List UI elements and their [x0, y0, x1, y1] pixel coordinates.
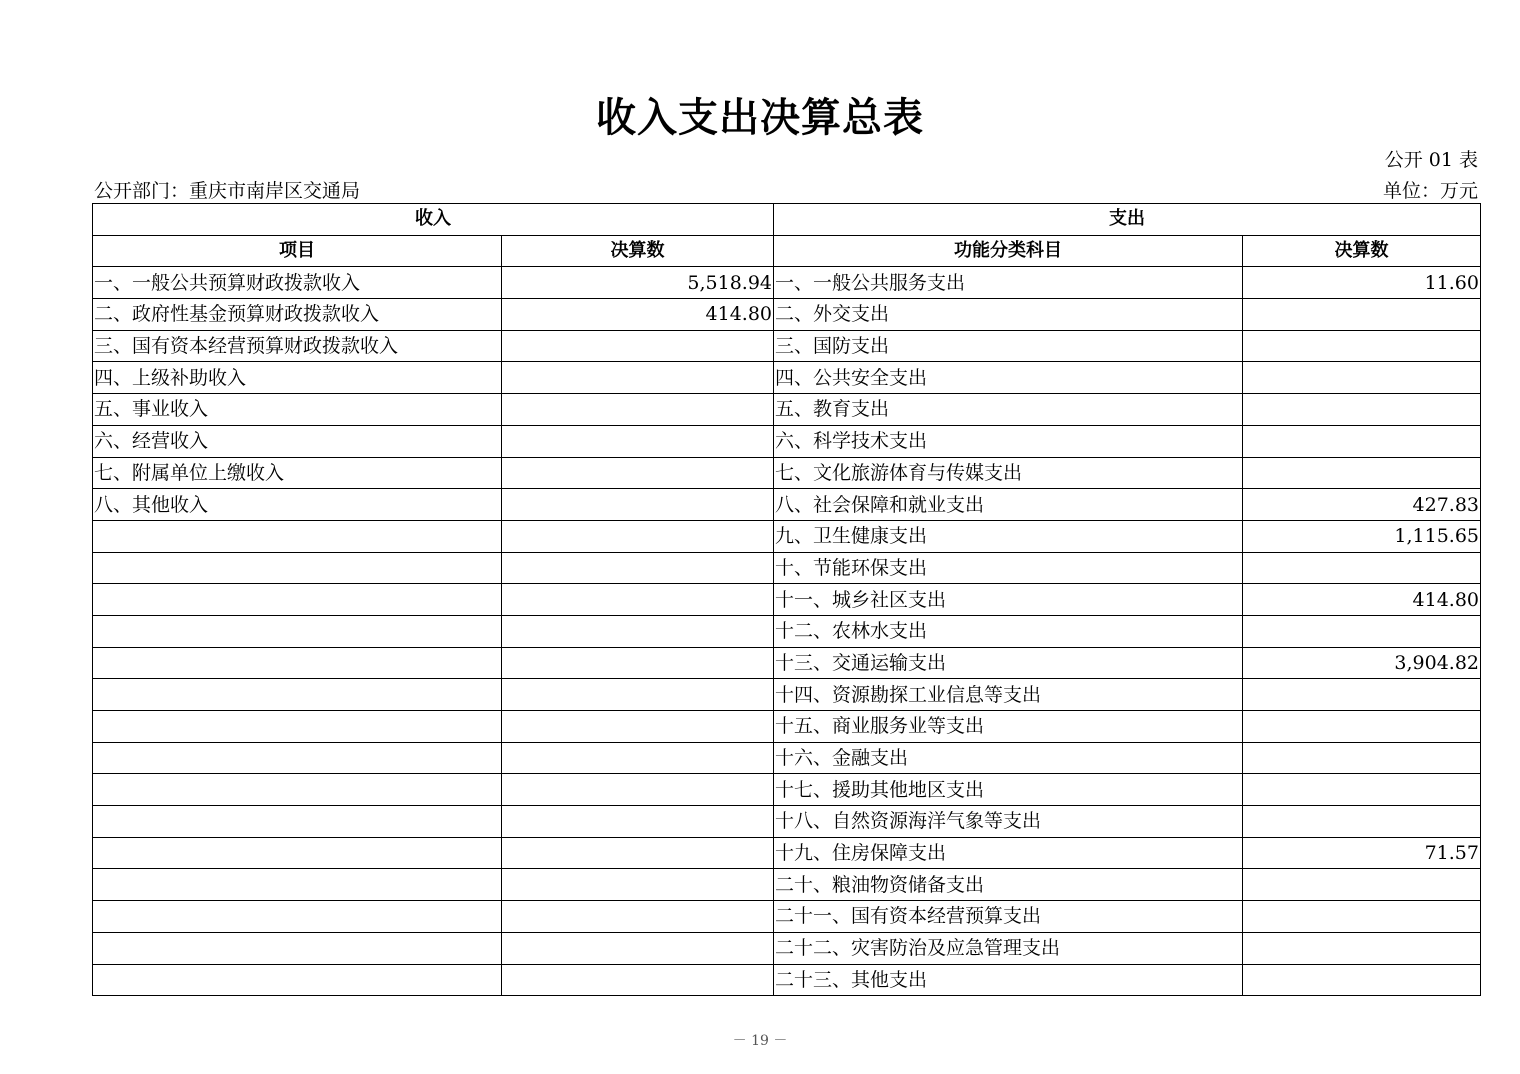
- expense-amount-cell: 71.57: [1243, 837, 1481, 869]
- income-item-cell: [93, 679, 502, 711]
- unit-label: 单位：万元: [1382, 180, 1478, 202]
- income-item-cell: 四、上级补助收入: [93, 362, 502, 394]
- income-item-cell: 七、附属单位上缴收入: [93, 457, 502, 489]
- expense-amount-cell: [1243, 425, 1481, 457]
- table-row: [93, 742, 1481, 774]
- expense-item-cell: 八、社会保障和就业支出: [774, 489, 1243, 521]
- page-title: 收入支出决算总表: [596, 95, 924, 141]
- table-row: [93, 901, 1481, 933]
- table-row: [93, 457, 1481, 489]
- expense-item-cell: 二十、粮油物资储备支出: [774, 869, 1243, 901]
- table-row: [93, 267, 1481, 299]
- table-row: [93, 806, 1481, 838]
- expense-item-cell: 二十三、其他支出: [774, 964, 1243, 996]
- income-amount-cell: [502, 711, 774, 743]
- income-amount-cell: [502, 520, 774, 552]
- expense-amount-cell: [1243, 679, 1481, 711]
- income-item-cell: [93, 869, 502, 901]
- table-row: [93, 774, 1481, 806]
- department-label: 公开部门：重庆市南岸区交通局: [94, 180, 361, 202]
- expense-item-cell: 十二、农林水支出: [774, 615, 1243, 647]
- page-number: － 19 －: [732, 1033, 788, 1049]
- income-item-cell: [93, 901, 502, 933]
- income-amount-cell: [502, 774, 774, 806]
- expense-amount-cell: [1243, 932, 1481, 964]
- expense-amount-cell: [1243, 711, 1481, 743]
- table-row: [93, 362, 1481, 394]
- expense-amount-cell: 1,115.65: [1243, 520, 1481, 552]
- expense-amount-cell: [1243, 774, 1481, 806]
- income-item-cell: [93, 711, 502, 743]
- income-amount-cell: [502, 647, 774, 679]
- income-item-cell: [93, 932, 502, 964]
- expense-amount-cell: [1243, 964, 1481, 996]
- income-item-cell: [93, 552, 502, 584]
- income-amount-cell: [502, 869, 774, 901]
- income-amount-cell: [502, 964, 774, 996]
- expense-item-cell: 二十二、灾害防治及应急管理支出: [774, 932, 1243, 964]
- income-item-cell: [93, 584, 502, 616]
- income-item-cell: 二、政府性基金预算财政拨款收入: [93, 299, 502, 331]
- income-amount-cell: [502, 552, 774, 584]
- expense-item-cell: 十八、自然资源海洋气象等支出: [774, 806, 1243, 838]
- col-header-income-amount: 决算数: [502, 235, 774, 267]
- table-row: [93, 552, 1481, 584]
- income-group-header: 收入: [93, 204, 774, 236]
- income-amount-cell: [502, 742, 774, 774]
- income-amount-cell: [502, 425, 774, 457]
- expense-group-header: 支出: [774, 204, 1481, 236]
- income-amount-cell: [502, 806, 774, 838]
- form-number: 公开 01 表: [1384, 149, 1478, 171]
- income-amount-cell: 5,518.94: [502, 267, 774, 299]
- expense-amount-cell: 3,904.82: [1243, 647, 1481, 679]
- col-header-function: 功能分类科目: [774, 235, 1243, 267]
- table-row: [93, 425, 1481, 457]
- table-body: [93, 267, 1481, 996]
- col-header-item: 项目: [93, 235, 502, 267]
- income-item-cell: 一、一般公共预算财政拨款收入: [93, 267, 502, 299]
- income-amount-cell: [502, 932, 774, 964]
- expense-item-cell: 十四、资源勘探工业信息等支出: [774, 679, 1243, 711]
- expense-amount-cell: [1243, 394, 1481, 426]
- expense-item-cell: 七、文化旅游体育与传媒支出: [774, 457, 1243, 489]
- table-row: [93, 615, 1481, 647]
- table-row: [93, 932, 1481, 964]
- income-item-cell: [93, 647, 502, 679]
- income-amount-cell: [502, 679, 774, 711]
- income-amount-cell: [502, 837, 774, 869]
- table-row: [93, 520, 1481, 552]
- income-amount-cell: [502, 362, 774, 394]
- income-item-cell: 五、事业收入: [93, 394, 502, 426]
- expense-amount-cell: [1243, 615, 1481, 647]
- income-amount-cell: [502, 584, 774, 616]
- expense-item-cell: 一、一般公共服务支出: [774, 267, 1243, 299]
- expense-item-cell: 十五、商业服务业等支出: [774, 711, 1243, 743]
- expense-item-cell: 三、国防支出: [774, 330, 1243, 362]
- expense-item-cell: 十九、住房保障支出: [774, 837, 1243, 869]
- table-row: [93, 394, 1481, 426]
- income-amount-cell: 414.80: [502, 299, 774, 331]
- expense-amount-cell: [1243, 552, 1481, 584]
- income-amount-cell: [502, 457, 774, 489]
- table-row: [93, 711, 1481, 743]
- expense-amount-cell: [1243, 457, 1481, 489]
- table-row: [93, 489, 1481, 521]
- expense-amount-cell: 427.83: [1243, 489, 1481, 521]
- table-row: [93, 330, 1481, 362]
- income-item-cell: [93, 964, 502, 996]
- expense-item-cell: 十一、城乡社区支出: [774, 584, 1243, 616]
- income-amount-cell: [502, 394, 774, 426]
- expense-amount-cell: [1243, 869, 1481, 901]
- expense-amount-cell: [1243, 362, 1481, 394]
- income-item-cell: 六、经营收入: [93, 425, 502, 457]
- income-amount-cell: [502, 330, 774, 362]
- table-row: [93, 299, 1481, 331]
- expense-amount-cell: 414.80: [1243, 584, 1481, 616]
- income-amount-cell: [502, 489, 774, 521]
- expense-amount-cell: [1243, 901, 1481, 933]
- income-item-cell: [93, 520, 502, 552]
- expense-amount-cell: [1243, 742, 1481, 774]
- table-row: [93, 837, 1481, 869]
- income-item-cell: 三、国有资本经营预算财政拨款收入: [93, 330, 502, 362]
- expense-item-cell: 二、外交支出: [774, 299, 1243, 331]
- expense-item-cell: 二十一、国有资本经营预算支出: [774, 901, 1243, 933]
- expense-item-cell: 九、卫生健康支出: [774, 520, 1243, 552]
- table-row: [93, 584, 1481, 616]
- expense-amount-cell: [1243, 806, 1481, 838]
- expense-item-cell: 五、教育支出: [774, 394, 1243, 426]
- income-item-cell: [93, 806, 502, 838]
- expense-amount-cell: [1243, 299, 1481, 331]
- table-row: [93, 869, 1481, 901]
- income-item-cell: [93, 615, 502, 647]
- expense-item-cell: 十六、金融支出: [774, 742, 1243, 774]
- expense-amount-cell: 11.60: [1243, 267, 1481, 299]
- expense-item-cell: 十三、交通运输支出: [774, 647, 1243, 679]
- income-item-cell: [93, 837, 502, 869]
- expense-item-cell: 十、节能环保支出: [774, 552, 1243, 584]
- expense-item-cell: 十七、援助其他地区支出: [774, 774, 1243, 806]
- income-item-cell: 八、其他收入: [93, 489, 502, 521]
- table-row: [93, 679, 1481, 711]
- table-row: [93, 964, 1481, 996]
- income-item-cell: [93, 774, 502, 806]
- income-item-cell: [93, 742, 502, 774]
- income-amount-cell: [502, 615, 774, 647]
- expense-amount-cell: [1243, 330, 1481, 362]
- income-amount-cell: [502, 901, 774, 933]
- table-row: [93, 647, 1481, 679]
- expense-item-cell: 六、科学技术支出: [774, 425, 1243, 457]
- income-expense-table: [92, 203, 1481, 996]
- col-header-expense-amount: 决算数: [1243, 235, 1481, 267]
- expense-item-cell: 四、公共安全支出: [774, 362, 1243, 394]
